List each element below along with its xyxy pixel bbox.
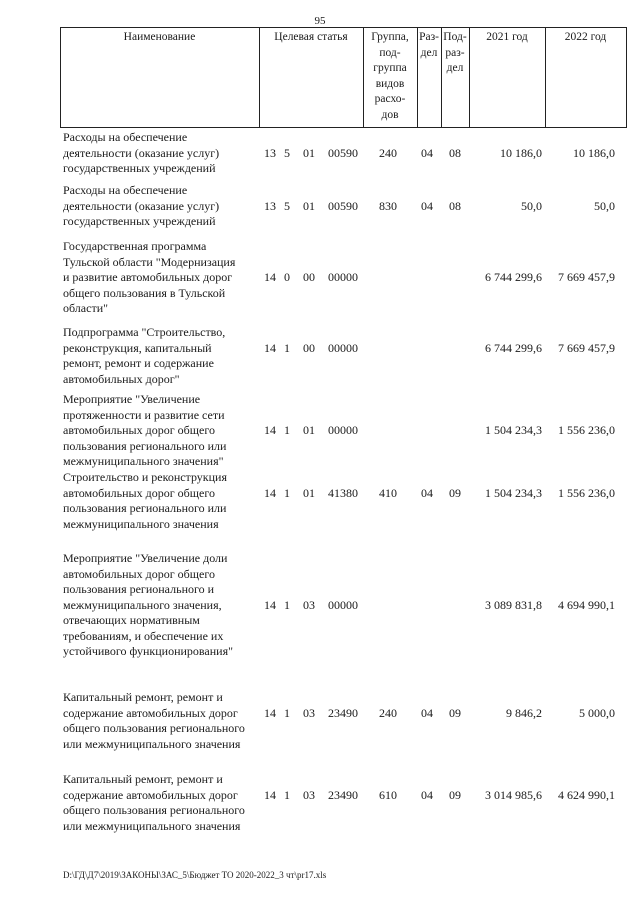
- table-row: [0, 130, 640, 177]
- subsection-code: 08: [449, 145, 461, 160]
- header-year-2021: 2021 год: [486, 31, 528, 43]
- expense-group-code: 410: [379, 485, 397, 500]
- target-code-event: 01: [303, 485, 315, 500]
- row-name-line: Расходы на обеспечение: [63, 130, 188, 144]
- expense-group-code: 830: [379, 198, 397, 213]
- table-row: [0, 325, 640, 387]
- amount-2022: 7 669 457,9: [558, 270, 615, 284]
- header-subsection-line: дел: [446, 62, 464, 74]
- section-code: 04: [421, 145, 433, 160]
- expense-group-code: 240: [379, 145, 397, 160]
- header-section-line: Раз-: [419, 31, 439, 43]
- amount-2021: 10 186,0: [500, 145, 542, 160]
- row-name-line: содержание автомобильных дорог: [63, 787, 238, 802]
- row-name-line: области": [63, 301, 109, 315]
- amount-2021: 3 089 831,8: [485, 597, 542, 612]
- col-divider: [626, 27, 627, 127]
- row-name: [63, 470, 269, 532]
- target-code-program: 14: [264, 485, 276, 500]
- target-code-event: 03: [303, 705, 315, 720]
- row-name-line: пользования регионального или: [63, 501, 227, 515]
- row-name-line: или межмуниципального значения: [63, 736, 241, 751]
- target-code-direction: 23490: [328, 787, 358, 802]
- row-name-line: Капитальный ремонт, ремонт и: [63, 690, 223, 704]
- amount-2022: 4 624 990,1: [558, 787, 615, 802]
- section-code: 04: [421, 705, 433, 720]
- amount-2022: 7 669 457,9: [558, 340, 615, 355]
- row-name-line: устойчивого функционирования": [63, 644, 234, 658]
- target-code-event: 01: [303, 423, 315, 437]
- subsection-code: 08: [449, 198, 461, 213]
- header-year-2022: 2022 год: [564, 31, 607, 43]
- subsection-code: 09: [449, 787, 461, 802]
- target-code-program: 14: [264, 705, 276, 720]
- row-name-line: государственных учреждений: [63, 214, 216, 228]
- row-name-line: реконструкция, капитальный: [63, 340, 212, 355]
- row-name-line: отвечающих нормативным: [63, 613, 200, 627]
- amount-2021: 3 014 985,6: [485, 787, 542, 802]
- target-code-direction: 00000: [328, 340, 358, 355]
- section-code: 04: [421, 485, 433, 500]
- row-name-line: общего пользования регионального: [63, 803, 245, 817]
- row-name-line: Расходы на обеспечение: [63, 183, 188, 197]
- table-row: [0, 551, 640, 660]
- header-subsection-line: раз-: [445, 46, 465, 59]
- target-code-event: 03: [303, 597, 315, 612]
- target-code-direction: 00000: [328, 423, 358, 437]
- row-name: [63, 392, 269, 470]
- row-name-line: Капитальный ремонт, ремонт и: [63, 772, 223, 786]
- amount-2021: 9 846,2: [506, 705, 542, 720]
- row-name-line: Подпрограмма "Строительство,: [63, 325, 226, 339]
- target-code-direction: 00000: [328, 270, 358, 284]
- section-code: 04: [421, 198, 433, 213]
- header-name: Наименование: [123, 31, 196, 43]
- row-name: [63, 130, 269, 177]
- header-group: [363, 30, 417, 123]
- row-name-line: требованиям, и обеспечение их: [63, 628, 224, 643]
- header-section-line: дел: [420, 46, 438, 59]
- target-code-subprogram: 0: [284, 270, 290, 284]
- row-name-line: Мероприятие "Увеличение: [63, 392, 201, 406]
- header-top-border: [60, 27, 627, 28]
- row-name-line: Тульской области "Модернизация: [63, 254, 236, 269]
- target-code-program: 13: [264, 198, 276, 213]
- page-number: 95: [314, 15, 326, 27]
- table-row: [0, 183, 640, 230]
- target-code-event: 00: [303, 270, 315, 284]
- header-bottom-border: [60, 127, 627, 128]
- header-subsection-line: Под-: [443, 31, 467, 43]
- row-name-line: общего пользования в Тульской: [63, 285, 226, 300]
- amount-2021: 50,0: [521, 198, 542, 213]
- table-header: [60, 27, 627, 128]
- subsection-code: 09: [449, 485, 461, 500]
- target-code-direction: 00590: [328, 145, 358, 160]
- row-name: [63, 772, 269, 834]
- row-name-line: межмуниципального значения": [63, 454, 224, 468]
- target-code-program: 14: [264, 787, 276, 802]
- row-name-line: Мероприятие "Увеличение доли: [63, 551, 228, 565]
- row-name-line: государственных учреждений: [63, 161, 216, 175]
- target-code-direction: 00590: [328, 198, 358, 213]
- row-name-line: Строительство и реконструкция: [63, 470, 227, 484]
- target-code-subprogram: 1: [284, 705, 290, 720]
- amount-2021: 6 744 299,6: [485, 270, 542, 284]
- target-code-event: 01: [303, 198, 315, 213]
- section-code: 04: [421, 787, 433, 802]
- row-name-line: пользования регионального и: [63, 582, 215, 596]
- amount-2021: 1 504 234,3: [485, 485, 542, 500]
- table-row: [0, 690, 640, 752]
- row-name-line: или межмуниципального значения: [63, 818, 241, 833]
- target-code-event: 00: [303, 340, 315, 355]
- target-code-direction: 41380: [328, 485, 358, 500]
- header-group-line: Группа,: [371, 31, 409, 43]
- target-code-program: 14: [264, 597, 276, 612]
- target-code-program: 14: [264, 340, 276, 355]
- amount-2021: 1 504 234,3: [485, 423, 542, 437]
- target-code-subprogram: 5: [284, 198, 290, 213]
- amount-2021: 6 744 299,6: [485, 340, 542, 355]
- amount-2022: 50,0: [594, 198, 615, 213]
- target-code-event: 03: [303, 787, 315, 802]
- header-group-line: группа: [373, 62, 407, 74]
- row-name-line: содержание автомобильных дорог: [63, 705, 238, 720]
- target-code-direction: 23490: [328, 705, 358, 720]
- table-row: [0, 772, 640, 834]
- row-name-line: и развитие автомобильных дорог: [63, 270, 233, 284]
- row-name-line: автомобильных дорог общего: [63, 566, 215, 581]
- target-code-program: 14: [264, 270, 276, 284]
- subsection-code: 09: [449, 705, 461, 720]
- target-code-direction: 00000: [328, 597, 358, 612]
- row-name-line: общего пользования регионального: [63, 721, 245, 735]
- header-target: Целевая статья: [274, 31, 348, 43]
- header-subsection: [441, 30, 469, 77]
- row-name-line: автомобильных дорог общего: [63, 423, 215, 437]
- row-name-line: ремонт, ремонт и содержание: [63, 356, 214, 370]
- target-code-subprogram: 1: [284, 423, 290, 437]
- target-code-program: 14: [264, 423, 276, 437]
- row-name-line: деятельности (оказание услуг): [63, 198, 220, 213]
- amount-2022: 4 694 990,1: [558, 597, 615, 612]
- target-code-subprogram: 5: [284, 145, 290, 160]
- amount-2022: 1 556 236,0: [558, 423, 615, 437]
- amount-2022: 1 556 236,0: [558, 485, 615, 500]
- row-name-line: протяженности и развитие сети: [63, 407, 225, 422]
- row-name-line: пользования регионального или: [63, 438, 227, 453]
- header-group-line: под-: [379, 46, 401, 59]
- amount-2022: 10 186,0: [573, 145, 615, 160]
- expense-group-code: 240: [379, 705, 397, 720]
- row-name-line: Государственная программа: [63, 239, 207, 253]
- target-code-event: 01: [303, 145, 315, 160]
- header-group-line: видов: [375, 77, 405, 90]
- row-name-line: автомобильных дорог общего: [63, 485, 215, 500]
- row-name: [63, 690, 269, 752]
- table-row: [0, 470, 640, 532]
- target-code-subprogram: 1: [284, 485, 290, 500]
- file-path-footer: D:\ГД\Д7\2019\ЗАКОНЫ\ЗАС_5\Бюджет ТО 2020-2022_3 чт\pr17.xls: [63, 870, 327, 880]
- row-name-line: межмуниципального значения,: [63, 597, 222, 612]
- table-row: [0, 392, 640, 470]
- row-name: [63, 239, 269, 317]
- target-code-subprogram: 1: [284, 597, 290, 612]
- header-section: [417, 30, 441, 61]
- row-name: [63, 183, 269, 230]
- target-code-subprogram: 1: [284, 787, 290, 802]
- amount-2022: 5 000,0: [579, 705, 615, 720]
- row-name-line: автомобильных дорог": [63, 371, 180, 386]
- row-name: [63, 325, 269, 387]
- table-row: [0, 239, 640, 317]
- expense-group-code: 610: [379, 787, 397, 802]
- header-group-line: расхо-: [374, 93, 406, 105]
- row-name-line: деятельности (оказание услуг): [63, 145, 220, 160]
- target-code-subprogram: 1: [284, 340, 290, 355]
- row-name: [63, 551, 269, 660]
- row-name-line: межмуниципального значения: [63, 516, 219, 531]
- header-group-line: дов: [381, 108, 399, 121]
- target-code-program: 13: [264, 145, 276, 160]
